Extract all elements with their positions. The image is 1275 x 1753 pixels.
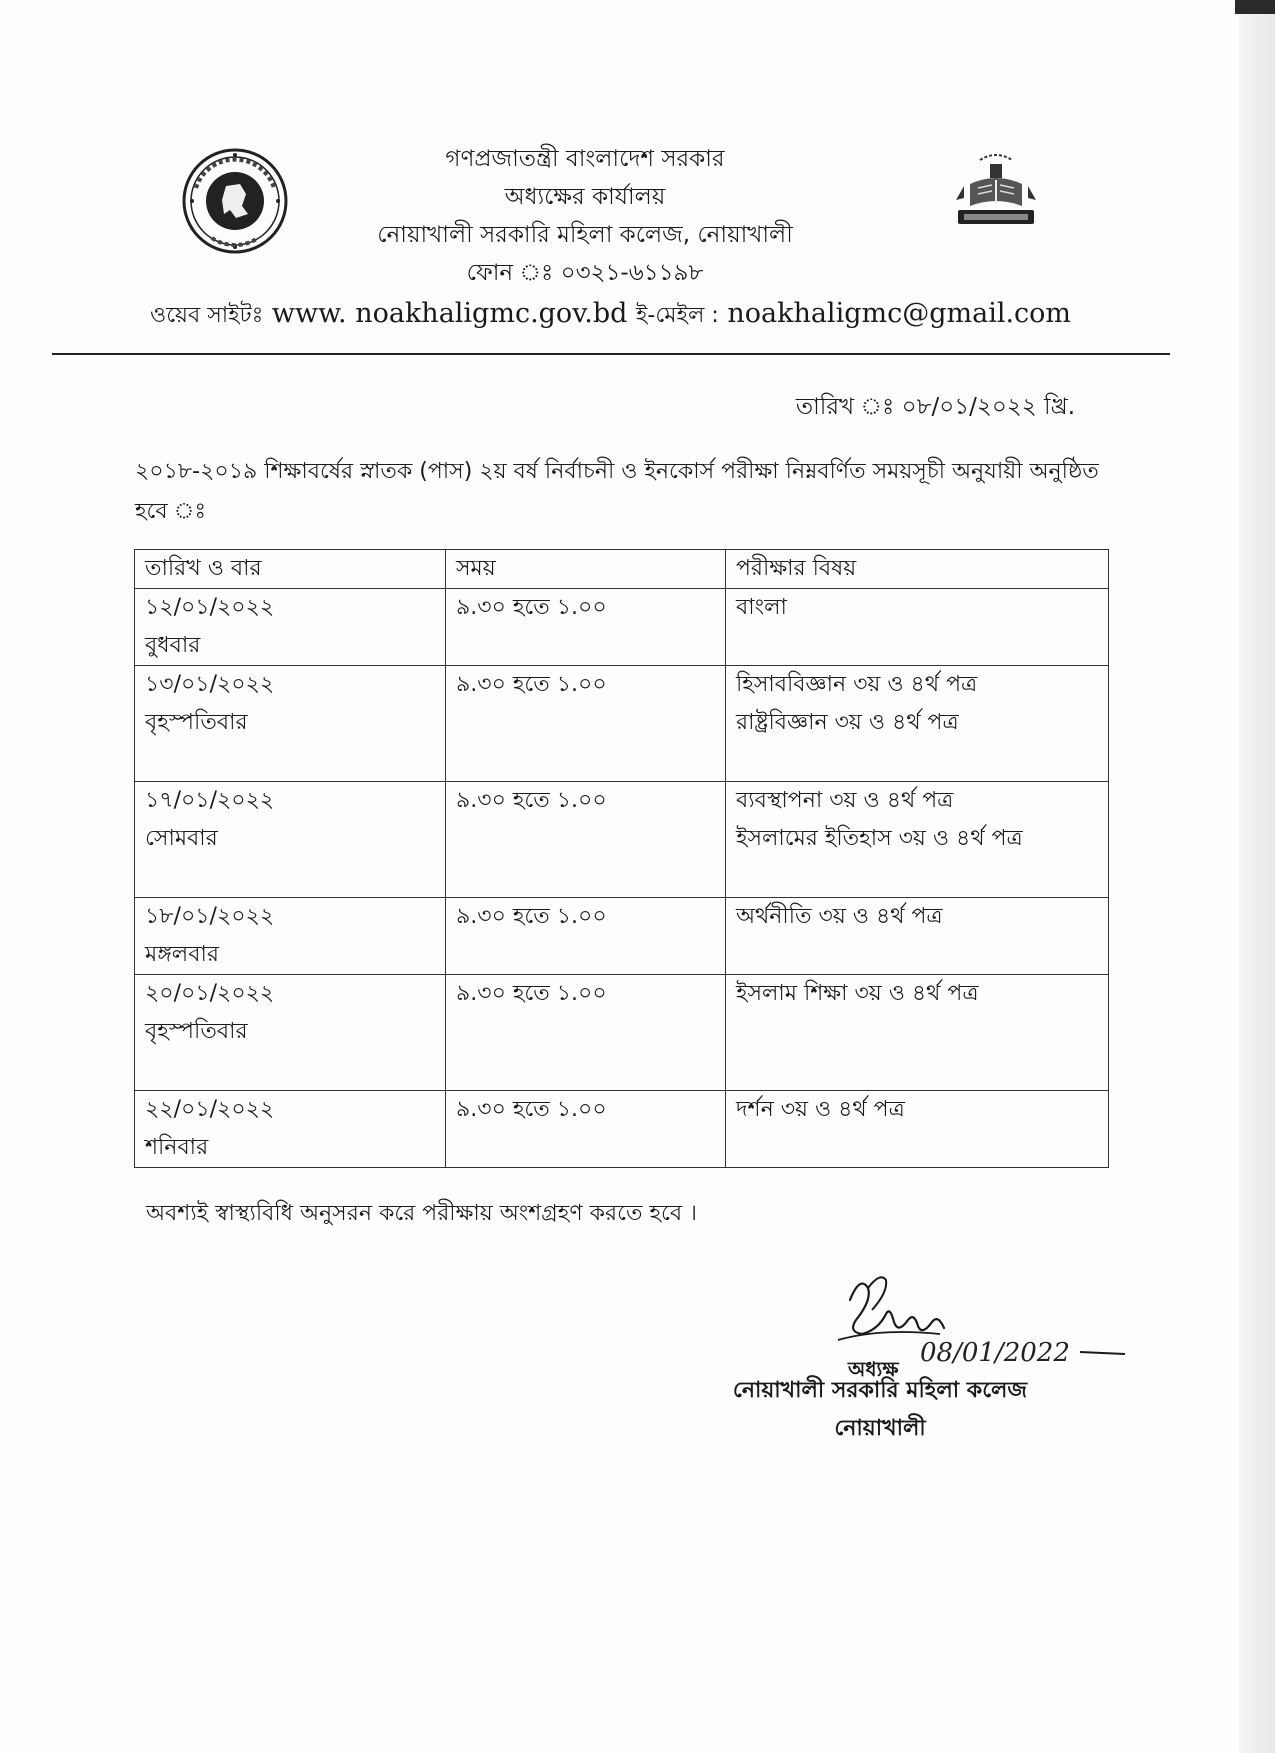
- date-cell: [135, 898, 446, 975]
- exam-date: ২২/০১/২০২২: [145, 1097, 275, 1122]
- time-cell: ৯.৩০ হতে ১.০০: [446, 666, 726, 782]
- signatory-place: নোয়াখালী: [834, 1416, 926, 1441]
- header-date-day: তারিখ ও বার: [135, 550, 446, 589]
- letterhead: [0, 140, 1170, 292]
- exam-date: ১৭/০১/২০২২: [145, 788, 275, 813]
- date-cell: [135, 975, 446, 1091]
- exam-day: বৃহস্পতিবার: [145, 710, 248, 735]
- subject-cell: [726, 782, 1109, 898]
- table-row: [135, 1091, 1109, 1168]
- subject-cell: [726, 1091, 1109, 1168]
- header-divider: [52, 353, 1170, 355]
- date-cell: [135, 1091, 446, 1168]
- exam-date: ২০/০১/২০২২: [145, 981, 275, 1006]
- government-name: গণপ্রজাতন্ত্রী বাংলাদেশ সরকার: [445, 146, 725, 172]
- office-name: অধ্যক্ষের কার্যালয়: [504, 184, 666, 210]
- email-address[interactable]: noakhaligmc@gmail.com: [727, 298, 1072, 329]
- exam-day: শনিবার: [145, 1135, 209, 1160]
- subject-line: বাংলা: [736, 595, 787, 620]
- date-cell: [135, 589, 446, 666]
- time-cell: ৯.৩০ হতে ১.০০: [446, 589, 726, 666]
- contact-line: [150, 298, 1090, 335]
- signatory-title: অধ্যক্ষ: [848, 1357, 899, 1381]
- subject-cell: [726, 666, 1109, 782]
- signatory-organization: নোয়াখালী সরকারি মহিলা কলেজ: [732, 1378, 1028, 1403]
- notice-intro: ২০১৮-২০১৯ শিক্ষাবর্ষের স্নাতক (পাস) ২য় বর্ষ নির্বাচনী ও ইনকোর্স পরীক্ষা নিম্নবর্ণিত সময়সূচী অনুযায়ী অনুষ্ঠিত হবে ঃ: [135, 459, 1099, 524]
- subject-cell: [726, 898, 1109, 975]
- subject-line: দর্শন ৩য় ও ৪র্থ পত্র: [736, 1097, 905, 1122]
- table-row: [135, 666, 1109, 782]
- date-cell: [135, 666, 446, 782]
- table-row: [135, 975, 1109, 1091]
- subject-line: অর্থনীতি ৩য় ও ৪র্থ পত্র: [736, 904, 943, 929]
- signature-block: [700, 1372, 1060, 1448]
- signature-date: 08/01/2022: [920, 1338, 1070, 1368]
- table-row: [135, 898, 1109, 975]
- college-name: নোয়াখালী সরকারি মহিলা কলেজ, নোয়াখালী: [377, 222, 793, 248]
- table-header-row: [135, 550, 1109, 589]
- subject-line: ইসলাম শিক্ষা ৩য় ও ৪র্থ পত্র: [736, 981, 979, 1006]
- scan-edge-shadow: [1239, 0, 1275, 1753]
- exam-day: বৃহস্পতিবার: [145, 1019, 248, 1044]
- exam-date: ১৩/০১/২০২২: [145, 672, 275, 697]
- time-cell: ৯.৩০ হতে ১.০০: [446, 782, 726, 898]
- scan-corner-mark: [1235, 0, 1275, 14]
- email-label: ই-মেইল :: [635, 303, 719, 328]
- subject-line: হিসাববিজ্ঞান ৩য় ও ৪র্থ পত্র: [736, 672, 978, 697]
- exam-day: বুধবার: [145, 633, 201, 658]
- time-cell: ৯.৩০ হতে ১.০০: [446, 975, 726, 1091]
- health-guideline-note: অবশ্যই স্বাস্থ্যবিধি অনুসরন করে পরীক্ষায় অংশগ্রহণ করতে হবে ।: [146, 1201, 697, 1226]
- table-row: [135, 782, 1109, 898]
- exam-day: সোমবার: [145, 826, 218, 851]
- subject-cell: [726, 975, 1109, 1091]
- header-time: সময়: [446, 550, 726, 589]
- exam-day: মঙ্গলবার: [145, 942, 219, 967]
- notice-date: তারিখ ঃ ০৮/০১/২০২২ খ্রি.: [795, 394, 1075, 420]
- time-cell: ৯.৩০ হতে ১.০০: [446, 1091, 726, 1168]
- subject-cell: [726, 589, 1109, 666]
- web-label: ওয়েব সাইটঃ: [150, 303, 264, 328]
- exam-date: ১২/০১/২০২২: [145, 595, 275, 620]
- subject-line: রাষ্ট্রবিজ্ঞান ৩য় ও ৪র্থ পত্র: [736, 710, 959, 735]
- header-subject: পরীক্ষার বিষয়: [726, 550, 1109, 589]
- exam-schedule-table: [134, 549, 1109, 1168]
- website-url[interactable]: www. noakhaligmc.gov.bd: [271, 298, 628, 329]
- phone-number: ফোন ঃ ০৩২১-৬১১৯৮: [466, 260, 704, 286]
- exam-date: ১৮/০১/২০২২: [145, 904, 275, 929]
- time-cell: ৯.৩০ হতে ১.০০: [446, 898, 726, 975]
- date-cell: [135, 782, 446, 898]
- subject-line: ব্যবস্থাপনা ৩য় ও ৪র্থ পত্র: [736, 788, 954, 813]
- table-row: [135, 589, 1109, 666]
- subject-line: ইসলামের ইতিহাস ৩য় ও ৪র্থ পত্র: [736, 826, 1023, 851]
